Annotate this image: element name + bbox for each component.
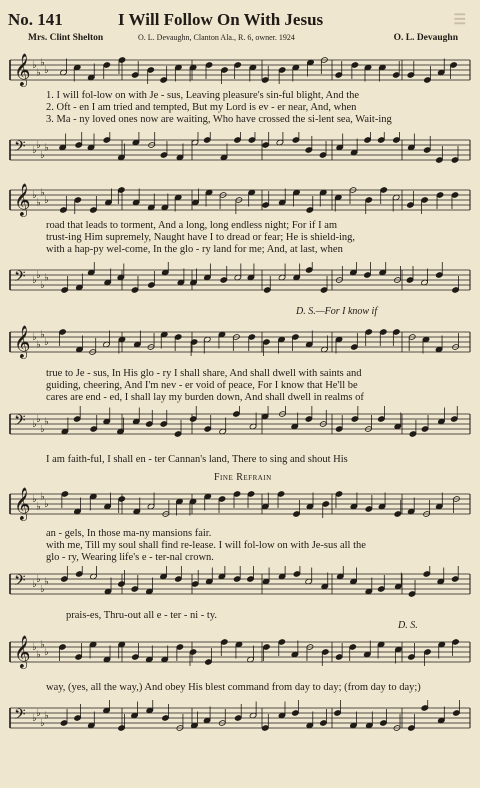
- flat-sign-icon: ♭: [36, 140, 41, 151]
- flat-sign-icon: ♭: [44, 195, 49, 206]
- music-system-4: [6, 450, 474, 602]
- flat-sign-icon: ♭: [40, 57, 45, 69]
- staff-bass-5: [6, 700, 474, 740]
- treble-clef-icon: 𝄞: [14, 183, 31, 216]
- lyric-verse-3: 3. Ma - ny loved ones now are waiting, Who have crossed the si-lent sea, Wait-ing: [46, 114, 392, 125]
- flat-sign-icon: ♭: [36, 197, 41, 209]
- flat-sign-icon: ♭: [32, 332, 37, 343]
- flat-sign-icon: ♭: [36, 414, 41, 425]
- flat-sign-icon: ♭: [32, 190, 37, 201]
- staff-treble-5: [6, 634, 474, 674]
- flat-sign-icon: ♭: [40, 639, 45, 651]
- flat-sign-icon: ♭: [36, 501, 41, 513]
- lyric-verse-3: with a hap-py wel-come, In the glo - ry land for me; And, at last, when: [46, 244, 343, 255]
- flat-sign-icon: ♭: [36, 649, 41, 661]
- copyright-notice: O. L. Devaughn, Clanton Ala., R. 6, owner. 1924: [138, 33, 295, 42]
- bleed-through-mark: ☰: [453, 13, 466, 28]
- flat-sign-icon: ♭: [32, 275, 37, 286]
- lyric-verse-2: guiding, cheering, And I'm nev - er void of peace, For I know that He'll be: [46, 380, 358, 391]
- treble-clef-icon: 𝄞: [14, 635, 31, 668]
- bass-clef-icon: 𝄢: [14, 412, 26, 433]
- flat-sign-icon: ♭: [32, 145, 37, 156]
- bass-clef-icon: 𝄢: [14, 572, 26, 593]
- flat-sign-icon: ♭: [40, 718, 45, 729]
- flat-sign-icon: ♭: [32, 60, 37, 71]
- treble-clef-icon: 𝄞: [14, 325, 31, 358]
- flat-sign-icon: ♭: [40, 280, 45, 291]
- staff-treble-2: [6, 182, 474, 222]
- ds-lyric-line: prais-es, Thru-out all e - ter - ni - ty.: [66, 610, 218, 621]
- bass-clef-icon: 𝄢: [14, 268, 26, 289]
- flat-sign-icon: ♭: [40, 424, 45, 435]
- lyric-verse-2: with me, Till my soul shall find re-lease. I will fol-low on with Je-sus all the: [46, 540, 366, 551]
- music-system-1: [6, 46, 474, 176]
- ds-lyric-line: I am faith-ful, I shall en - ter Cannan's land, There to sing and shout His: [46, 454, 348, 465]
- ds-label: D. S.—For I know if: [296, 306, 378, 317]
- flat-sign-icon: ♭: [44, 142, 49, 154]
- credits-line: [28, 33, 468, 45]
- flat-sign-icon: ♭: [40, 491, 45, 503]
- staff-treble-4: [6, 486, 474, 526]
- flat-sign-icon: ♭: [40, 187, 45, 199]
- lyric-verse-2: trust-ing Him supremely, Naught have I to dread or fear; He is shield-ing,: [46, 232, 355, 243]
- treble-clef-icon: 𝄞: [14, 487, 31, 520]
- flat-sign-icon: ♭: [40, 584, 45, 595]
- flat-sign-icon: ♭: [44, 416, 49, 428]
- flat-sign-icon: ♭: [36, 708, 41, 719]
- flat-sign-icon: ♭: [44, 65, 49, 76]
- staff-bass-4: [6, 566, 474, 606]
- staff-treble-1: [6, 52, 474, 92]
- staff-bass-3: [6, 406, 474, 446]
- treble-clef-icon: 𝄞: [14, 53, 31, 86]
- lyric-verse-1: 1. I will fol-low on with Je - sus, Leaving pleasure's sin-ful blight, And the: [46, 90, 360, 101]
- flat-sign-icon: ♭: [44, 647, 49, 658]
- flat-sign-icon: ♭: [44, 272, 49, 284]
- lyric-verse-1: true to Je - sus, In His glo - ry I shall share, And shall dwell with saints and: [46, 368, 362, 379]
- flat-sign-icon: ♭: [36, 67, 41, 79]
- flat-sign-icon: ♭: [32, 642, 37, 653]
- lyric-verse-1: an - gels, In those ma-ny mansions fair.: [46, 528, 212, 539]
- ds-label: D. S.: [398, 620, 418, 631]
- lyric-verse-2: 2. Oft - en I am tried and tempted, But my Lord is ev - er near, And, when: [46, 102, 357, 113]
- staff-treble-3: [6, 324, 474, 364]
- lyricist-credit: Mrs. Clint Shelton: [28, 33, 104, 43]
- flat-sign-icon: ♭: [36, 574, 41, 585]
- flat-sign-icon: ♭: [36, 270, 41, 281]
- staff-bass-2: [6, 262, 474, 302]
- flat-sign-icon: ♭: [44, 499, 49, 510]
- flat-sign-icon: ♭: [32, 419, 37, 430]
- hymn-title: I Will Follow On With Jesus: [118, 10, 324, 29]
- composer-credit: O. L. Devaughn: [393, 33, 458, 43]
- flat-sign-icon: ♭: [40, 329, 45, 341]
- music-system-5: [6, 606, 474, 774]
- flat-sign-icon: ♭: [32, 494, 37, 505]
- lyric-verse-1: road that leads to torment, And a long, long endless night; For if I am: [46, 220, 338, 231]
- lyric-refrain: way, (yes, all the way,) And obey His blest command from day to day; (from day to day;): [46, 682, 421, 693]
- flat-sign-icon: ♭: [36, 339, 41, 351]
- music-system-3: [6, 306, 474, 444]
- bass-clef-icon: 𝄢: [14, 138, 26, 159]
- hymn-number: No. 141: [8, 10, 63, 29]
- refrain-label: Fine Refrain: [214, 472, 272, 483]
- hymn-header: [8, 6, 472, 32]
- staff-bass-1: [6, 132, 474, 172]
- lyric-verse-3: glo - ry, Wearing life's e - ter-nal crown.: [46, 552, 214, 563]
- music-system-2: [6, 176, 474, 308]
- lyric-verse-3: cares are end - ed, I shall lay my burden down, And shall dwell in realms of: [46, 392, 364, 403]
- flat-sign-icon: ♭: [32, 579, 37, 590]
- bass-clef-icon: 𝄢: [14, 706, 26, 727]
- flat-sign-icon: ♭: [44, 576, 49, 588]
- flat-sign-icon: ♭: [40, 150, 45, 161]
- flat-sign-icon: ♭: [44, 710, 49, 722]
- flat-sign-icon: ♭: [44, 337, 49, 348]
- flat-sign-icon: ♭: [32, 713, 37, 724]
